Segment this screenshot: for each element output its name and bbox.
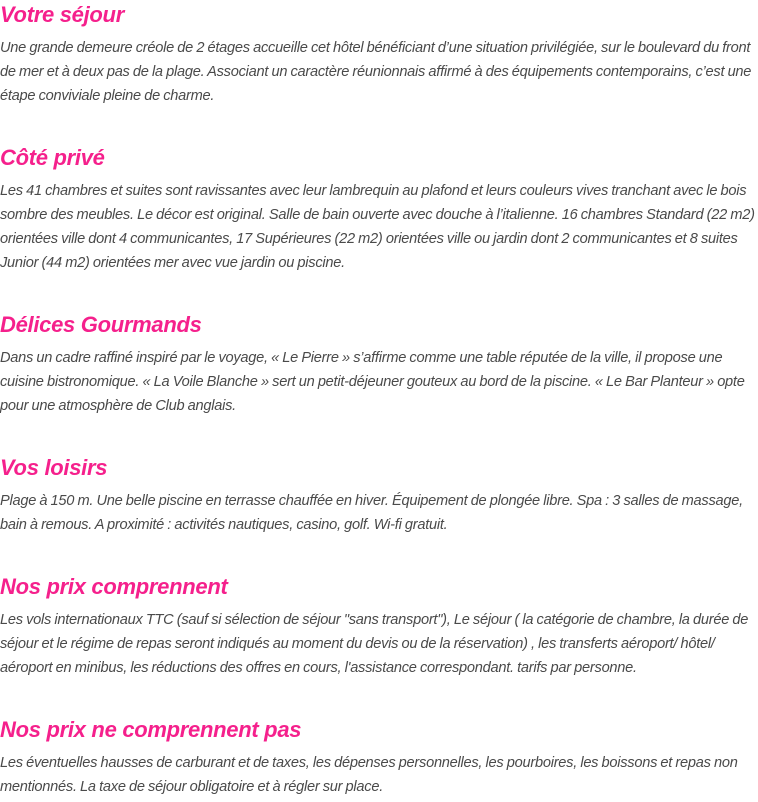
section-title: Délices Gourmands bbox=[0, 312, 202, 337]
section-text: Les éventuelles hausses de carburant et de taxes, les dépenses personnelles, les pourboires, les boissons et repas non mentionnés. La taxe de séjour obligatoire et à régler sur place. bbox=[0, 755, 738, 795]
section-title: Nos prix comprennent bbox=[0, 574, 228, 599]
section-text: Dans un cadre raffiné inspiré par le voyage, « Le Pierre » s’affirme comme une table réputée de la ville, il propose une cuisine bistronomique. « La Voile Blanche » sert un petit-déjeuner gouteux au bord de la piscine. « Le Bar Planteur » opte pour une atmosphère de Club anglais. bbox=[0, 350, 745, 414]
section-title: Vos loisirs bbox=[0, 455, 108, 480]
section-text: Plage à 150 m. Une belle piscine en terrasse chauffée en hiver. Équipement de plongée libre. Spa : 3 salles de massage, bain à remous. A proximité : activités nautiques, casino, golf. Wi-fi gratuit. bbox=[0, 493, 743, 533]
section-text: Les 41 chambres et suites sont ravissantes avec leur lambrequin au plafond et leurs couleurs vives tranchant avec le bois sombre des meubles. Le décor est original. Salle de bain ouverte avec douche à l’italienne. 16 chambres Standard (22 m2) orientées ville dont 4 communicantes, 17 Supérieures (22 m2) orientées ville ou jardin dont 2 communicantes et 8 suites Junior (44 m2) orientées mer avec vue jardin ou piscine. bbox=[0, 183, 755, 271]
section-title: Votre séjour bbox=[0, 2, 124, 27]
section-title: Nos prix ne comprennent pas bbox=[0, 717, 302, 742]
section-title: Côté privé bbox=[0, 145, 105, 170]
section-delices-gourmands bbox=[0, 310, 758, 418]
section-cote-prive bbox=[0, 143, 758, 275]
section-votre-sejour bbox=[0, 0, 758, 108]
section-text: Les vols internationaux TTC (sauf si sélection de séjour "sans transport"), Le séjour ( la catégorie de chambre, la durée de séjour et le régime de repas seront indiqués au moment du devis ou de la réservation) , les transferts aéroport/ hôtel/ aéroport en minibus, les réductions des offres en cours, l'assistance correspondant. tarifs par personne. bbox=[0, 612, 749, 676]
section-vos-loisirs bbox=[0, 453, 758, 537]
section-nos-prix-ne-comprennent-pas bbox=[0, 715, 758, 799]
section-nos-prix-comprennent bbox=[0, 572, 758, 680]
section-text: Une grande demeure créole de 2 étages accueille cet hôtel bénéficiant d’une situation privilégiée, sur le boulevard du front de mer et à deux pas de la plage. Associant un caractère réunionnais affirmé à des équipements contemporains, c’est une étape conviviale pleine de charme. bbox=[0, 40, 752, 104]
